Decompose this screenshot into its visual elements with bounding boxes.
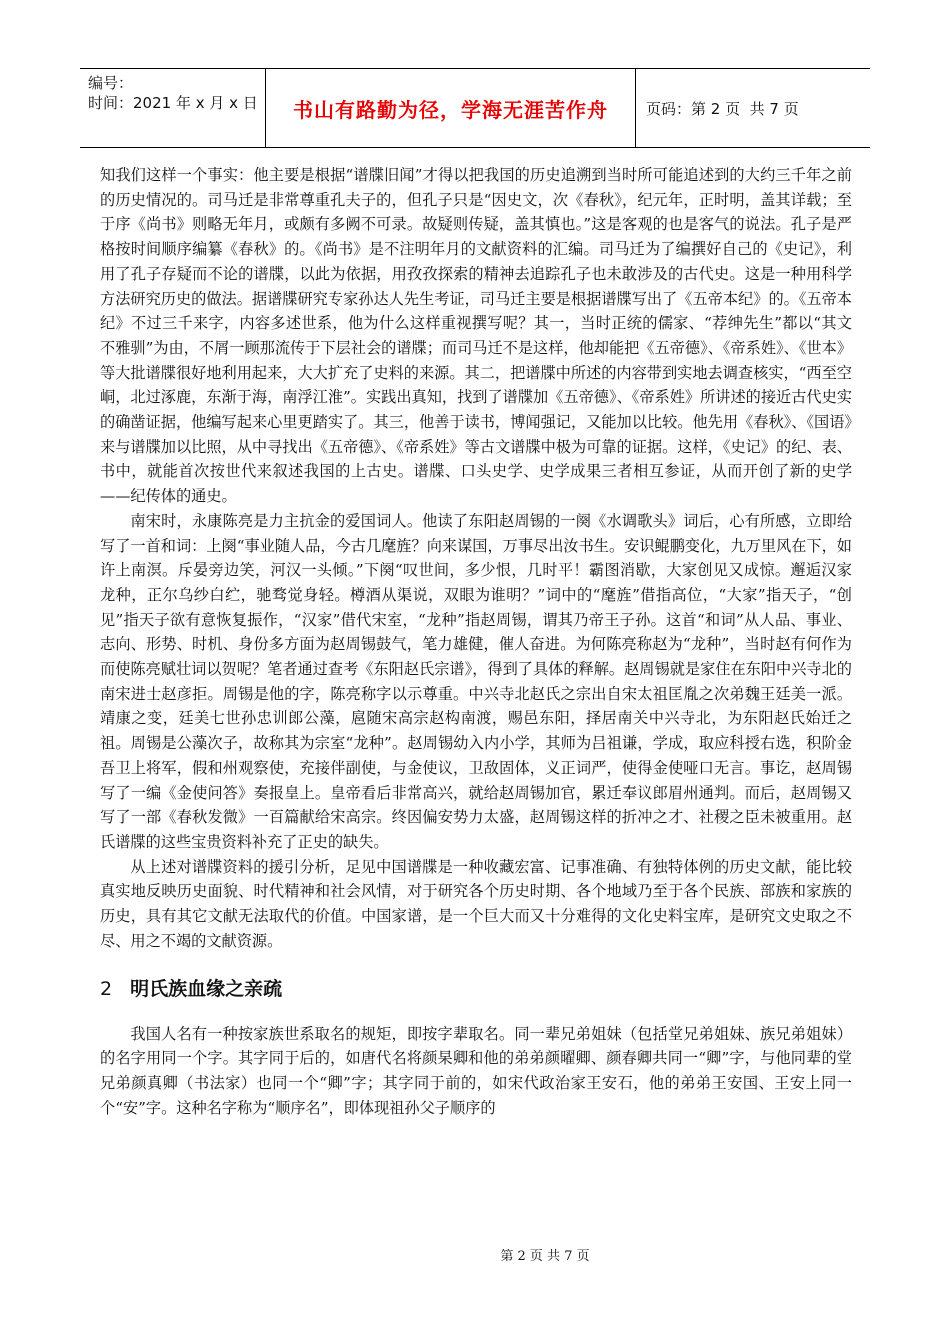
header-motto: 书山有路勤为径，学海无涯苦作舟 (266, 69, 636, 147)
section-heading (100, 974, 852, 1004)
number-label: 编号： (88, 74, 134, 92)
page-footer: 第 2 页 共 7 页 (500, 1249, 590, 1264)
paragraph: 从上述对谱牒资料的援引分析，足见中国谱牒是一种收藏宏富、记事准确、有独特体例的历史文献，能比较真实地反映历史面貌、时代精神和社会风情，对于研究各个历史时期、各个地域乃至于各个民族、部族和家族的历史，具有其它文献无法取代的价值。中国家谱，是一个巨大而又十分难得的文化史料宝库，是研究文史取之不尽、用之不竭的文献资源。 (100, 857, 852, 950)
paragraph: 知我们这样一个事实：他主要是根据“谱牒旧闻”才得以把我国的历史追溯到当时所可能追述到的大约三千年之前的历史情况的。司马迁是非常尊重孔夫子的，但孔子只是“因史文，次《春秋》，纪元年，正时明，盖其详载；至于序《尚书》则略无年月，或颇有多阙不可录。故疑则传疑，盖其慎也。”这是客观的也是客气的说法。孔子是严格按时间顺序编纂《春秋》的。《尚书》是不注明年月的文献资料的汇编。司马迁为了编撰好自己的《史记》，利用了孔子存疑而不论的谱牒，以此为依据，用孜孜探索的精神去追踪孔子也未敢涉及的古代史。这是一种用科学方法研究历史的做法。据谱牒研究专家孙达人先生考证，司马迁主要是根据谱牒写出了《五帝本纪》的。《五帝本纪》不过三千来字，内容多述世系，他为什么这样重视撰写呢？其一，当时正统的儒家、“荐绅先生”都以“其文不雅驯”为由，不屑一顾那流传于下层社会的谱牒；而司马迁不是这样，他却能把《五帝德》、《帝系姓》、《世本》等大批谱牒很好地利用起来，大大扩充了史料的来源。其二，把谱牒中所述的内容带到实地去调查核实，“西至空峒，北过涿鹿，东渐于海，南浮江淮”。实践出真知，找到了谱牒加《五帝德》、《帝系姓》所讲述的接近古代史实的确凿证据，他编写起来心里更踏实了。其三，他善于读书，博闻强记，又能加以比较。他先用《春秋》、《国语》来与谱牒加以比照，从中寻找出《五帝德》、《帝系姓》等古文谱牒中极为可靠的证据。这样，《史记》的纪、表、书中，就能首次按世代来叙述我国的上古史。谱牒、口头史学、史学成果三者相互参证，从而开创了新的史学——纪传体的通史。 (100, 166, 852, 506)
section-title: 明氏族血缘之亲疏 (130, 977, 283, 1000)
document-body (100, 163, 852, 1120)
section-number: 2 (100, 977, 113, 1000)
paragraph: 我国人名有一种按家族世系取名的规矩，即按字辈取名。同一辈兄弟姐妹（包括堂兄弟姐妹、族兄弟姐妹）的名字用同一个字。其字同于后的，如唐代名将颜杲卿和他的弟弟颜曜卿、颜春卿共同一“卿”字，与他同辈的堂兄弟颜真卿（书法家）也同一个“卿”字；其字同于前的，如宋代政治家王安石，他的弟弟王安国、王安上同一个“安”字。这种名字称为“顺序名”，即体现祖孙父子顺序的 (100, 1024, 852, 1117)
page-header (80, 68, 870, 148)
date-label: 时间：2021 年 x 月 x 日 (88, 94, 258, 112)
header-page-label: 页码：第 2 页 共 7 页 (646, 99, 799, 118)
header-meta (80, 69, 266, 147)
paragraph: 南宋时，永康陈亮是力主抗金的爱国词人。他读了东阳赵周锡的一阕《水调歌头》词后，心有所感，立即给写了一首和词：上阕“事业随人品，今古几麾旌？向来谋国，万事尽出汝书生。安识鲲鹏变化，九万里风在下，如许上南溟。斥晏旁边笑，河汉一头倾。”下阕“叹世间，多少恨，几时平！霸图消歇，大家创见又成惊。邂逅汉家龙种，正尔乌纱白纻，驰骛觉身轻。樽酒从渠说，双眼为谁明？”词中的“麾旌”借指高位，“大家”指天子，“创见”指天子欲有意恢复振作，“汉家”借代宋室，“龙种”指赵周锡，谓其乃帝王子孙。这首“和词”从人品、事业、志向、形势、时机、身份多方面为赵周锡鼓气，笔力雄健，催人奋进。为何陈亮称赵为“龙种”，当时赵有何作为而使陈亮赋壮词以贺呢？笔者通过查考《东阳赵氏宗谱》，得到了具体的释解。赵周锡就是家住在东阳中兴寺北的南宋进士赵彦拒。周锡是他的字，陈亮称字以示尊重。中兴寺北赵氏之宗出自宋太祖匡胤之次弟魏王廷美一派。靖康之变，廷美七世孙忠训郎公藻，扈随宋高宗赵构南渡，赐邑东阳，择居南关中兴寺北，为东阳赵氏始迁之祖。周锡是公藻次子，故称其为宗室“龙种”。赵周锡幼入内小学，其师为吕祖谦，学成，取应科授右选，积阶金吾卫上将军，假和州观察使，充接伴副使，与金使议，卫敌固体，义正词严，使得金使哑口无言。事讫，赵周锡写了一编《金使问答》奏报皇上。皇帝看后非常高兴，就给赵周锡加官，累迁奉议郎眉州通判。而后，赵周锡又写了一部《春秋发微》一百篇献给宋高宗。终因偏安势力太盛，赵周锡这样的折冲之才、社稷之臣未被重用。赵氏谱牒的这些宝贵资料补充了正史的缺失。 (100, 511, 852, 851)
